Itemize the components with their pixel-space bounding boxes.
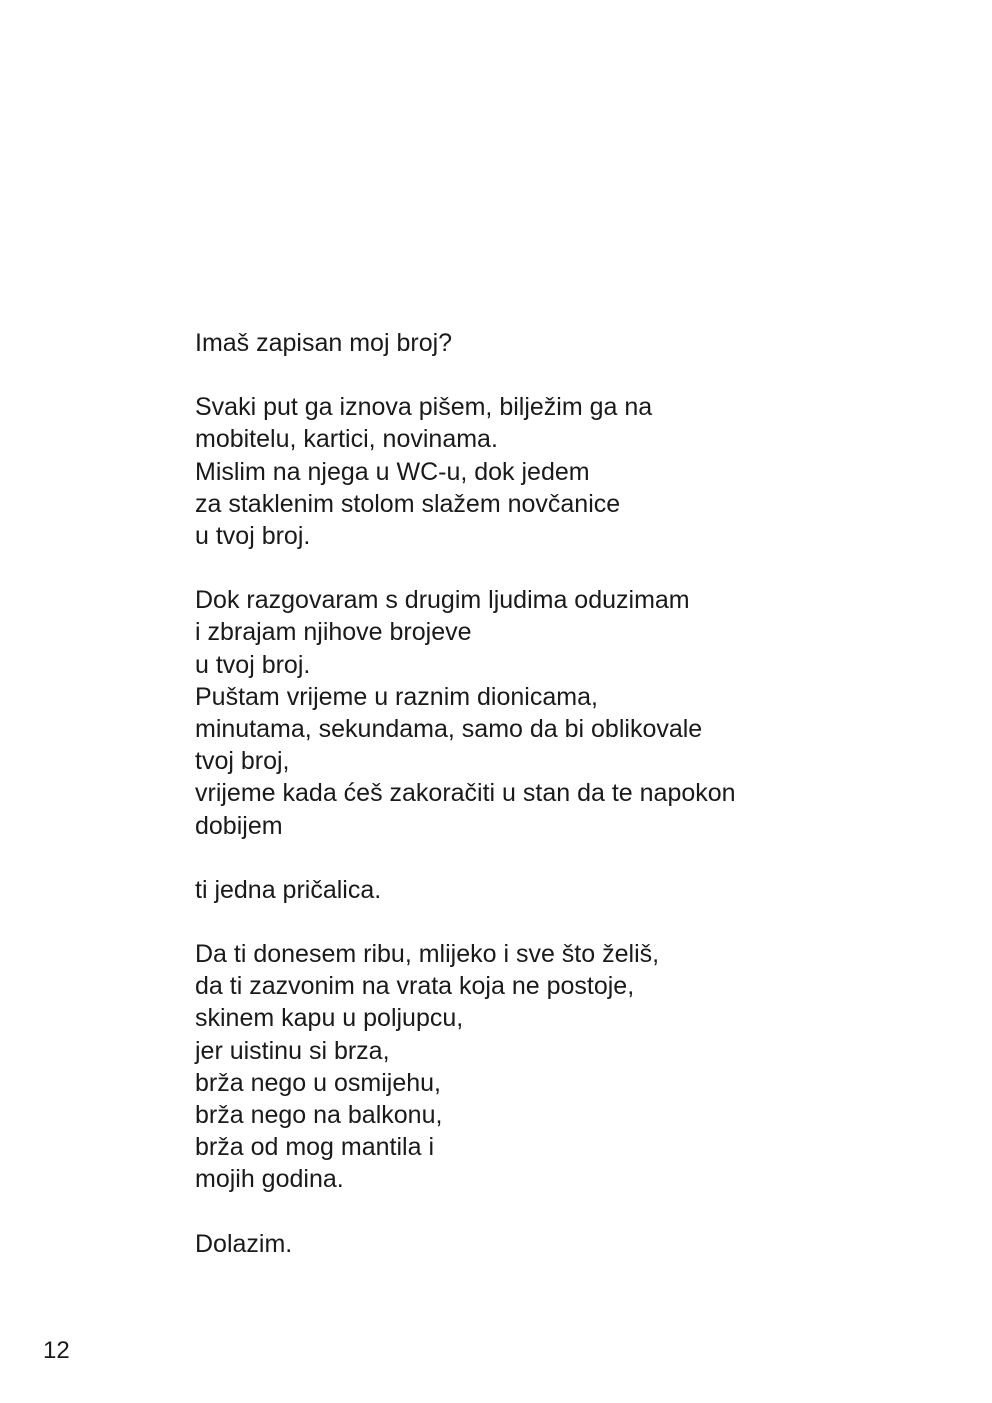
poem-line: ti jedna pričalica. bbox=[195, 875, 382, 904]
poem-line: minutama, sekundama, samo da bi oblikovale bbox=[195, 715, 703, 744]
stanza-3 bbox=[195, 584, 895, 842]
poem-line: vrijeme kada ćeš zakoračiti u stan da te napokon bbox=[195, 779, 736, 808]
poem-line: jer uistinu si brza, bbox=[195, 1036, 390, 1065]
poem-line: Puštam vrijeme u raznim dionicama, bbox=[195, 682, 598, 711]
stanza-6 bbox=[195, 1228, 895, 1260]
poem-line: brža nego na balkonu, bbox=[195, 1101, 443, 1130]
stanza-2 bbox=[195, 391, 895, 552]
stanza-4 bbox=[195, 874, 895, 906]
poem-line: Svaki put ga iznova pišem, bilježim ga na bbox=[195, 393, 653, 422]
poem-line: u tvoj broj. bbox=[195, 650, 311, 679]
poem-line: skinem kapu u poljupcu, bbox=[195, 1004, 464, 1033]
poem-line: u tvoj broj. bbox=[195, 522, 311, 551]
poem-line: tvoj broj, bbox=[195, 747, 290, 776]
page-number: 12 bbox=[43, 1337, 70, 1364]
poem-line: mobitelu, kartici, novinama. bbox=[195, 425, 498, 454]
poem-line: Dok razgovaram s drugim ljudima oduzimam bbox=[195, 586, 690, 615]
poem-line: dobijem bbox=[195, 811, 283, 840]
poem-line: Da ti donesem ribu, mlijeko i sve što želiš, bbox=[195, 940, 660, 969]
poem-body bbox=[195, 327, 895, 1292]
poem-line: i zbrajam njihove brojeve bbox=[195, 618, 472, 647]
stanza-5 bbox=[195, 938, 895, 1196]
poem-line: da ti zazvonim na vrata koja ne postoje, bbox=[195, 972, 635, 1001]
poem-line: Imaš zapisan moj broj? bbox=[195, 329, 453, 357]
poem-line: Mislim na njega u WC-u, dok jedem bbox=[195, 457, 590, 486]
poem-line: za staklenim stolom slažem novčanice bbox=[195, 489, 621, 518]
poem-line: brža nego u osmijehu, bbox=[195, 1068, 441, 1097]
poem-line: brža od mog mantila i bbox=[195, 1133, 435, 1162]
poem-line: Dolazim. bbox=[195, 1229, 293, 1258]
poem-line: mojih godina. bbox=[195, 1165, 344, 1194]
stanza-1 bbox=[195, 327, 895, 359]
